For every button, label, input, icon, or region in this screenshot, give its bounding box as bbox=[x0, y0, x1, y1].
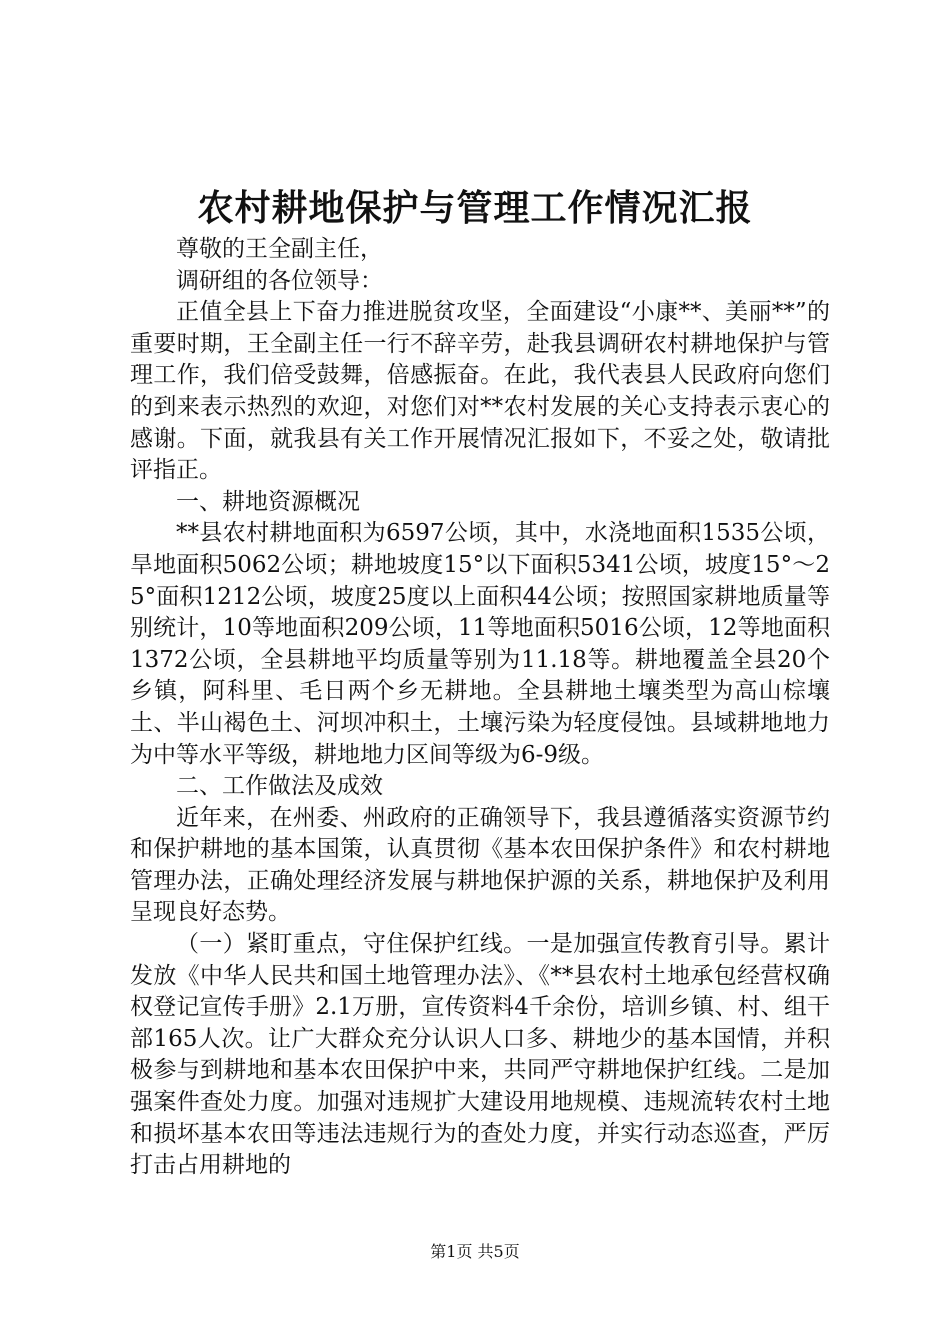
section-heading-2: 二、工作做法及成效 bbox=[176, 773, 383, 800]
page-footer: 第1页 共5页 bbox=[430, 1242, 520, 1261]
intro-paragraph: 正值全县上下奋力推进脱贫攻坚，全面建设“小康**、美丽**”的重要时期，王全副主任一行不辞辛劳，赴我县调研农村耕地保护与管理工作，我们倍受鼓舞，倍感振奋。在此，我代表县人民政府向您们的到来表示热烈的欢迎，对您们对**农村发展的关心支持表示衷心的感谢。下面，就我县有关工作开展情况汇报如下，不妥之处，敬请批评指正。 bbox=[130, 299, 830, 484]
section-heading-1: 一、耕地资源概况 bbox=[176, 488, 360, 515]
subsection-1-paragraph: （一）紧盯重点，守住保护红线。一是加强宣传教育引导。累计发放《中华人民共和国土地管理办法》、《**县农村土地承包经营权确权登记宣传手册》2.1万册，宣传资料4千余份，培训乡镇、村、组干部165人次。让广大群众充分认识人口多、耕地少的基本国情，并积极参与到耕地和基本农田保护中来，共同严守耕地保护红线。二是加强案件查处力度。加强对违规扩大建设用地规模、违规流转农村土地和损坏基本农田等违法违规行为的查处力度，并实行动态巡查，严厉打击占用耕地的 bbox=[130, 931, 830, 1179]
section-2-paragraph: 近年来，在州委、州政府的正确领导下，我县遵循落实资源节约和保护耕地的基本国策，认真贯彻《基本农田保护条件》和农村耕地管理办法，正确处理经济发展与耕地保护源的关系，耕地保护及利用呈现良好态势。 bbox=[130, 804, 830, 926]
section-1-paragraph: **县农村耕地面积为6597公顷，其中，水浇地面积1535公顷，旱地面积5062公顷；耕地坡度15°以下面积5341公顷，坡度15°～25°面积1212公顷，坡度25度以上面积44公顷；按照国家耕地质量等别统计，10等地面积209公顷，11等地面积5016公顷，12等地面积1372公顷，全县耕地平均质量等别为11.18等。耕地覆盖全县20个乡镇，阿科里、毛日两个乡无耕地。全县耕地土壤类型为高山棕壤土、半山褐色土、河坝冲积土，土壤污染为轻度侵蚀。县域耕地地力为中等水平等级，耕地地力区间等级为6-9级。 bbox=[130, 520, 830, 768]
document-body bbox=[130, 234, 830, 1182]
document-title: 农村耕地保护与管理工作情况汇报 bbox=[197, 187, 753, 229]
salutation-line-1: 尊敬的王全副主任， bbox=[176, 236, 383, 262]
salutation-line-2: 调研组的各位领导： bbox=[176, 267, 383, 294]
